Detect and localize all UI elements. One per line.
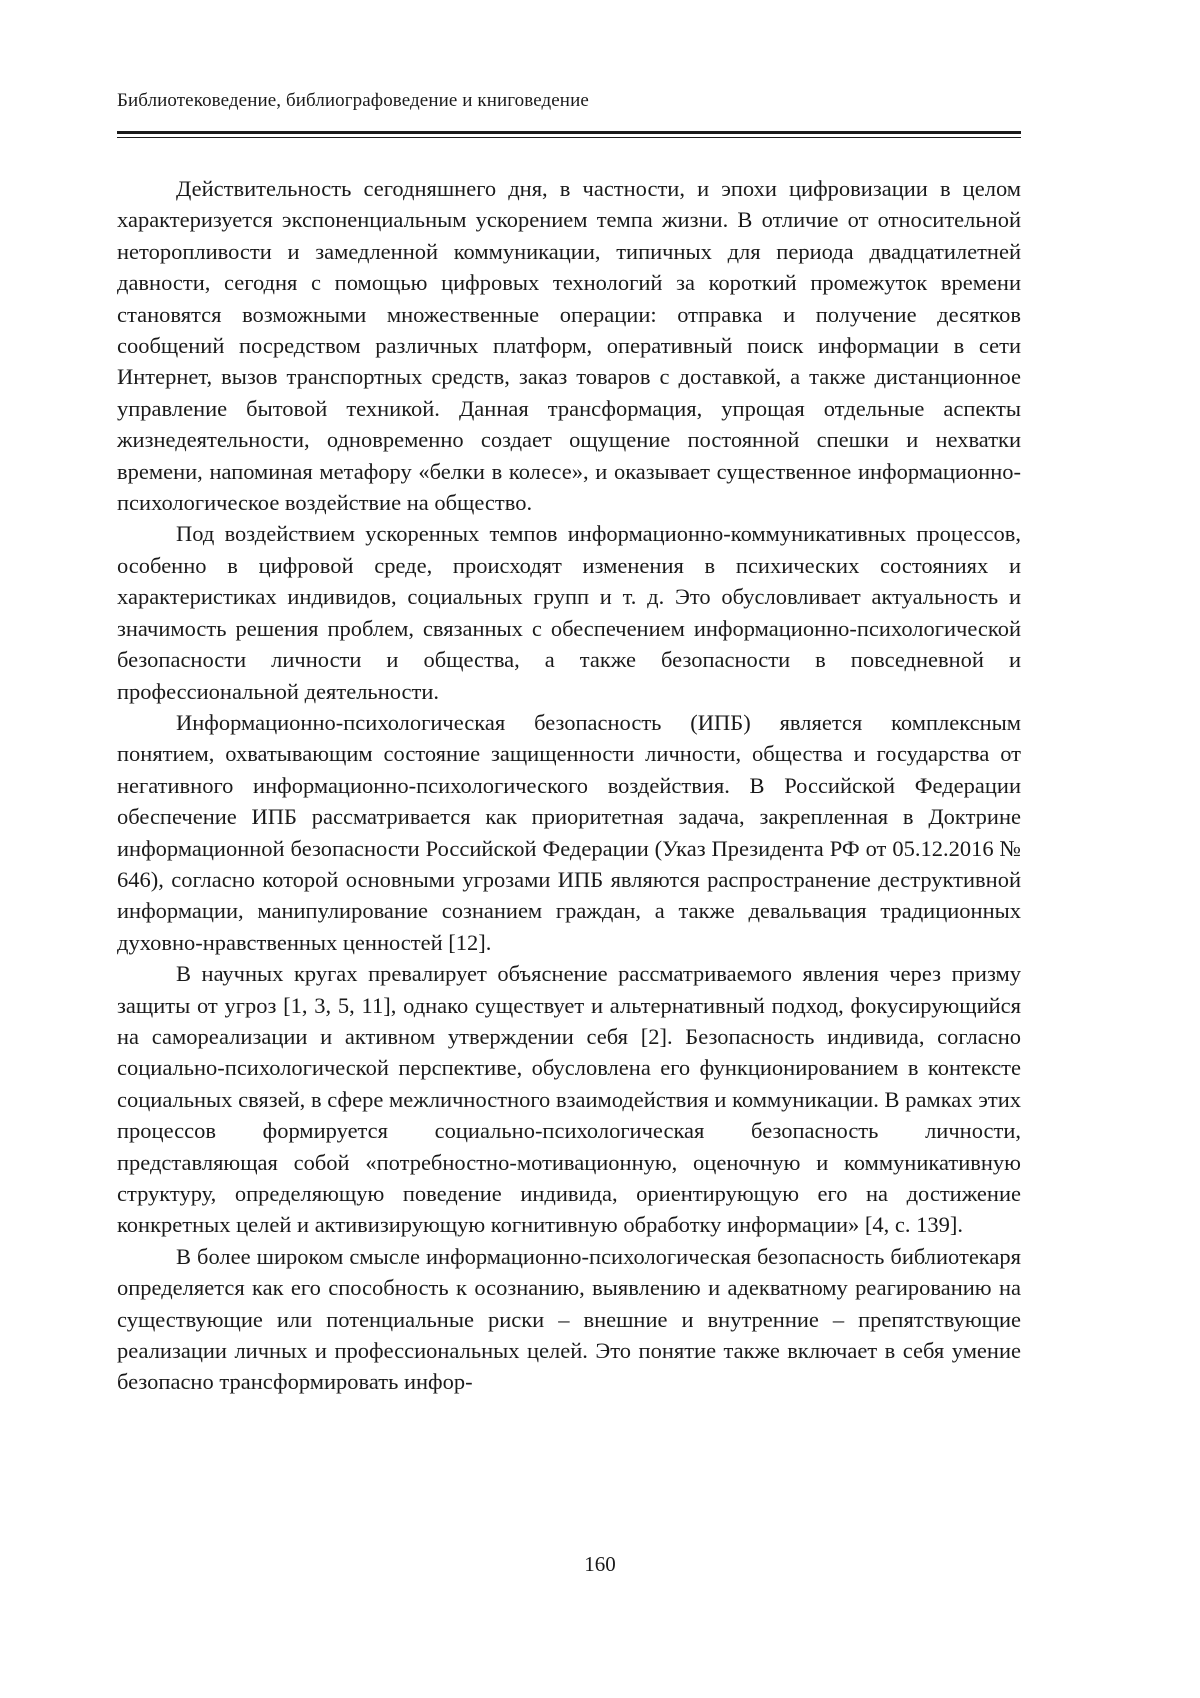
- article-body: [117, 173, 1021, 1398]
- paragraph-4: В научных кругах превалирует объяснение рассматриваемого явления через призму защиты от угроз [1, 3, 5, 11], однако существует и альтернативный подход, фокусирующийся на самореализации и активном утверждении себя [2]. Безопасность индивида, согласно социально-психологической перспективе, обусловлена его функционированием в контексте социальных связей, в сфере межличностного взаимодействия и коммуникации. В рамках этих процессов формируется социально-психологическая безопасность личности, представляющая собой «потребностно-мотивационную, оценочную и коммуникативную структуру, определяющую поведение индивида, ориентирующую его на достижение конкретных целей и активизирующую когнитивную обработку информации» [4, с. 139].: [117, 961, 1021, 1238]
- paragraph-2: Под воздействием ускоренных темпов информационно-коммуникативных процессов, особенно в цифровой среде, происходят изменения в психических состояниях и характеристиках индивидов, социальных групп и т. д. Это обусловливает актуальность и значимость решения проблем, связанных с обеспечением информационно-психологической безопасности личности и общества, а также безопасности в повседневной и профессиональной деятельности.: [117, 521, 1021, 704]
- header-rule-thick: [117, 131, 1021, 134]
- header-rule-thin: [117, 137, 1021, 138]
- page-number: 160: [584, 1552, 616, 1576]
- paragraph-1: Действительность сегодняшнего дня, в частности, и эпохи цифровизации в целом характеризуется экспоненциальным ускорением темпа жизни. В отличие от относительной неторопливости и замедленной коммуникации, типичных для периода двадцатилетней давности, сегодня с помощью цифровых технологий за короткий промежуток времени становятся возможными множественные операции: отправка и получение десятков сообщений посредством различных платформ, оперативный поиск информации в сети Интернет, вызов транспортных средств, заказ товаров с доставкой, а также дистанционное управление бытовой техникой. Данная трансформация, упрощая отдельные аспекты жизнедеятельности, одновременно создает ощущение постоянной спешки и нехватки времени, напоминая метафору «белки в колесе», и оказывает существенное информационно-психологическое воздействие на общество.: [117, 176, 1021, 516]
- paragraph-5: В более широком смысле информационно-психологическая безопасность библиотекаря определяется как его способность к осознанию, выявлению и адекватному реагированию на существующие или потенциальные риски – внешние и внутренние – препятствующие реализации личных и профессиональных целей. Это понятие также включает в себя умение безопасно трансформировать инфор-: [117, 1243, 1021, 1395]
- paragraph-3: Информационно-психологическая безопасность (ИПБ) является комплексным понятием, охватывающим состояние защищенности личности, общества и государства от негативного информационно-психологического воздействия. В Российской Федерации обеспечение ИПБ рассматривается как приоритетная задача, закрепленная в Доктрине информационной безопасности Российской Федерации (Указ Президента РФ от 05.12.2016 № 646), согласно которой основными угрозами ИПБ являются распространение деструктивной информации, манипулирование сознанием граждан, а также девальвация традиционных духовно-нравственных ценностей [12].: [117, 709, 1021, 955]
- running-head-title: Библиотековедение, библиографоведение и книговедение: [117, 90, 589, 111]
